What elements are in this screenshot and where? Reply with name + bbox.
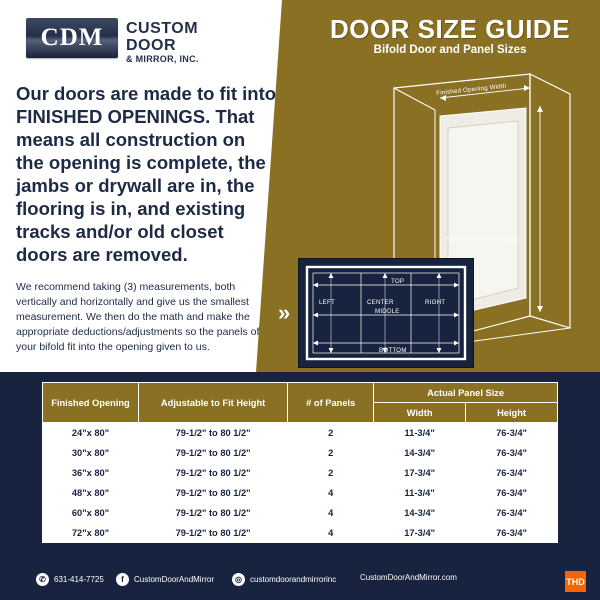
footer-instagram[interactable] [232, 573, 336, 586]
footer-website-label: CustomDoorAndMirror.com [360, 573, 457, 582]
footer-facebook-label: CustomDoorAndMirror [134, 575, 215, 584]
header-width: Width [374, 403, 466, 423]
arrow-icon: » [278, 300, 285, 325]
facebook-icon: f [116, 573, 129, 586]
logo-line-2: DOOR [126, 37, 176, 54]
cell-adjust: 79-1/2" to 80 1/2" [138, 483, 287, 503]
cell-height: 76-3/4" [466, 423, 558, 443]
cell-opening: 36"x 80" [43, 463, 139, 483]
footer-facebook[interactable] [116, 573, 214, 586]
diagram-label-left: LEFT [319, 299, 335, 306]
header-actual-panel-size: Actual Panel Size [374, 383, 558, 403]
cell-panels: 2 [288, 463, 374, 483]
cell-opening: 30"x 80" [43, 443, 139, 463]
size-table-section [0, 372, 600, 562]
cell-height: 76-3/4" [466, 523, 558, 543]
cell-adjust: 79-1/2" to 80 1/2" [138, 463, 287, 483]
cell-opening: 48"x 80" [43, 483, 139, 503]
cell-width: 14-3/4" [374, 443, 466, 463]
table-row [43, 523, 558, 543]
footer-instagram-label: customdoorandmirrorinc [250, 575, 337, 584]
cell-height: 76-3/4" [466, 463, 558, 483]
cell-panels: 4 [288, 523, 374, 543]
table-body [43, 423, 558, 543]
finished-opening-height-label: Finished Opening Height [446, 236, 519, 243]
footer-bar [0, 562, 600, 600]
cell-height: 76-3/4" [466, 503, 558, 523]
cell-panels: 2 [288, 423, 374, 443]
page-title: DOOR SIZE GUIDE [329, 14, 571, 44]
cell-width: 17-3/4" [374, 463, 466, 483]
diagram-label-bottom: BOTTOM [379, 347, 407, 354]
cell-adjust: 79-1/2" to 80 1/2" [138, 423, 287, 443]
cell-width: 14-3/4" [374, 503, 466, 523]
table-row [43, 483, 558, 503]
home-depot-logo: THD [565, 571, 586, 592]
diagram-label-center: CENTER [367, 299, 394, 306]
header-adjustable-height: Adjustable to Fit Height [138, 383, 287, 423]
table-row [43, 463, 558, 483]
cell-opening: 60"x 80" [43, 503, 139, 523]
footer-phone-label: 631-414-7725 [54, 575, 104, 584]
cell-width: 11-3/4" [374, 483, 466, 503]
logo-line-3: & MIRROR, INC. [126, 54, 199, 64]
footer-phone[interactable] [36, 573, 104, 586]
body-paragraph: We recommend taking (3) measurements, both vertically and horizontally and give us the smallest measurement. We then do the math and make the appropriate deductions/adjustments so the panels of your bifold fit into the opening given to us. [16, 281, 260, 353]
diagram-label-right: RIGHT [425, 299, 446, 306]
cell-adjust: 79-1/2" to 80 1/2" [138, 523, 287, 543]
door-size-table [42, 382, 558, 543]
table-row [43, 443, 558, 463]
cell-panels: 4 [288, 483, 374, 503]
cell-opening: 72"x 80" [43, 523, 139, 543]
header-height: Height [466, 403, 558, 423]
diagram-label-top: TOP [391, 278, 405, 285]
header-panel-count: # of Panels [288, 383, 374, 423]
headline-paragraph: Our doors are made to fit into FINISHED OPENINGS. That means all construction on the opening is complete, the jambs or drywall are in, the flooring is in, and existing tracks and/or old closet doors are removed. [16, 83, 277, 265]
cell-height: 76-3/4" [466, 483, 558, 503]
cell-panels: 2 [288, 443, 374, 463]
company-logo [26, 18, 276, 66]
cell-adjust: 79-1/2" to 80 1/2" [138, 443, 287, 463]
cell-adjust: 79-1/2" to 80 1/2" [138, 503, 287, 523]
cell-width: 17-3/4" [374, 523, 466, 543]
cell-width: 11-3/4" [374, 423, 466, 443]
table-group-header-row [43, 383, 558, 403]
logo-line-1: CUSTOM [126, 20, 199, 37]
cell-panels: 4 [288, 503, 374, 523]
table-row [43, 423, 558, 443]
phone-icon: ✆ [36, 573, 49, 586]
finished-opening-width-label: Finished Opening Width [436, 82, 507, 97]
table-row [43, 503, 558, 523]
footer-website[interactable] [360, 573, 457, 582]
diagram-label-middle: MIDDLE [375, 308, 400, 315]
instagram-icon: ◎ [232, 573, 245, 586]
logo-monogram: CDM [26, 18, 118, 58]
cell-opening: 24"x 80" [43, 423, 139, 443]
page-subtitle: Bifold Door and Panel Sizes [373, 44, 527, 56]
cell-height: 76-3/4" [466, 443, 558, 463]
header-finished-opening: Finished Opening [43, 383, 139, 423]
measurement-diagram [298, 258, 474, 368]
